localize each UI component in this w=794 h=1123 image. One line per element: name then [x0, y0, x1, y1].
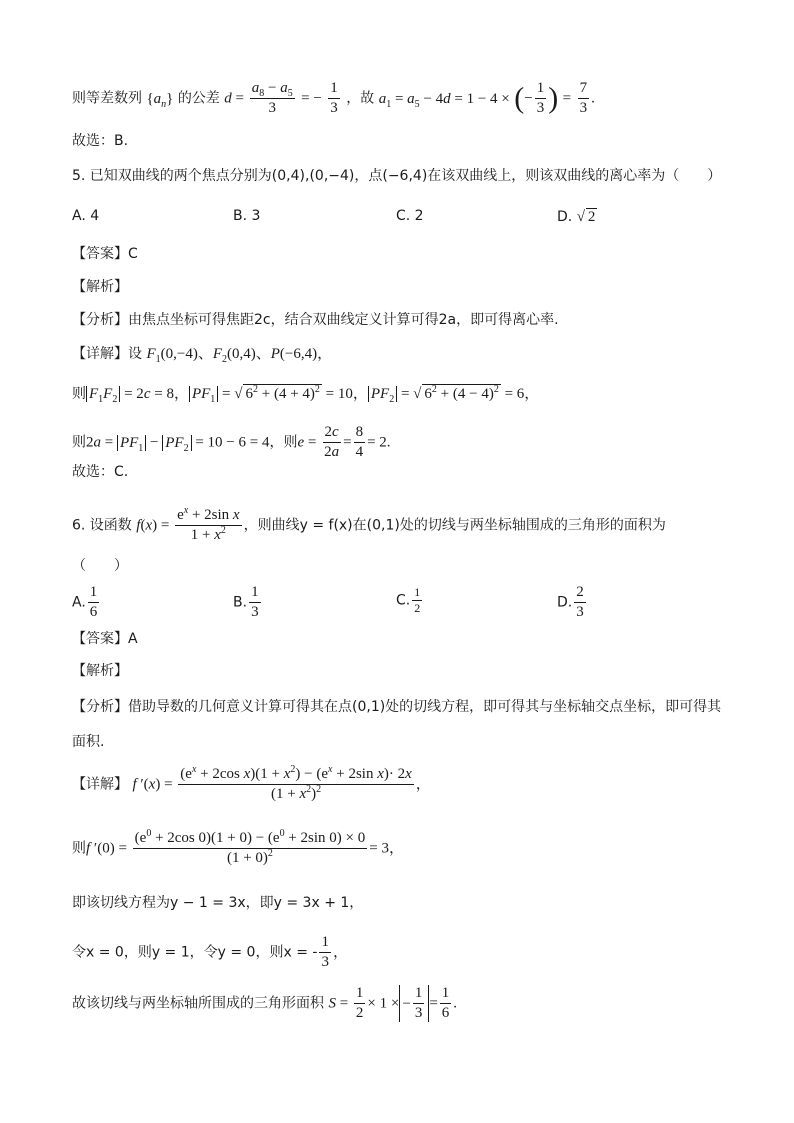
q6-function-fraction: $\frac{e^x + 2\sin x}{1 + x^2}$ — [177, 505, 240, 543]
q6-area-prefix: 故该切线与两坐标轴所围成的三角形面积 — [72, 995, 324, 1012]
q6-option-a-label: A. — [72, 594, 86, 611]
q6-option-c-label: C. — [396, 592, 411, 609]
q6-option-b-label: B. — [233, 594, 248, 611]
q6-intercepts-prefix: 令x = 0，则y = 1，令y = 0，则x = - — [72, 944, 318, 961]
q6-fenxi-line2: 面积. — [72, 734, 105, 750]
q6-answer — [72, 630, 138, 648]
fraction-1-3: $\frac{1}{3}$ — [330, 80, 338, 116]
q5-distance-line — [72, 384, 539, 403]
q6-stem-prefix: 6. 设函数 — [72, 517, 132, 534]
q6-stem-suffix: ，则曲线y = f(x)在(0,1)处的切线与两坐标轴围成的三角形的面积为 — [243, 517, 666, 534]
q4-line1-mid: 的公差 — [177, 90, 220, 107]
q5-option-d-label: D. — [557, 209, 573, 225]
q6-derivative-fraction: $\frac{(e^x + 2\cos x)(1 + x^2) - (e^x + 2\sin x)\cdot 2x}{(1 + x^2)^2}$ — [180, 764, 412, 802]
q5-option-c: C. 2 — [396, 208, 424, 224]
q4-answer-choice: 故选：B. — [72, 133, 129, 149]
q6-intercepts-line: 令x = 0，则y = 1，令y = 0，则x = - $\frac{1}{3}$ ， — [72, 934, 348, 970]
q4-line1-sep: ，故 — [346, 90, 375, 107]
q6-option-c: C. $\frac{1}{2}$ — [396, 585, 421, 615]
q6-derivative-line: 【详解】 f ′(x) = $\frac{(e^x + 2\cos x)(1 + x^2) - (e^x + 2\sin x)\cdot 2x}{(1 + x^2)^2}$ ， — [72, 764, 431, 802]
q5-answer-value: C — [128, 246, 138, 262]
q6-tangent-line: 即该切线方程为y − 1 = 3x，即y = 3x + 1， — [72, 895, 364, 911]
q6-option-b: B. $\frac{1}{3}$ — [233, 584, 259, 620]
q6-detail-label: 【详解】 — [72, 776, 128, 793]
q6-stem: 6. 设函数 f(x) = $\frac{e^x + 2\sin x}{1 + x^2}$ ，则曲线y = f(x)在(0,1)处的切线与两坐标轴围成的三角形的面积为 — [72, 505, 666, 543]
q4-difference-line: 则等差数列 $\{a_n\}$ 的公差 d = $\frac{a_8 - a_5}{3}$ = − $\frac{1}{3}$ ，故 $a_1 = a_5 - 4d = 1 - 4$ × (− $\frac{1}{3}$ ) = $\frac{7}{3}$ . — [72, 80, 595, 116]
q5-option-b: B. 3 — [233, 208, 261, 224]
q4-line1-prefix: 则等差数列 — [72, 90, 142, 107]
math-d: d — [224, 90, 232, 107]
fraction-a8-a5-over-3: $\frac{a_8 - a_5}{3}$ — [251, 80, 293, 116]
q5-points: $F_1(0,-4)$、$F_2(0,4)$、P(−6,4)， — [146, 346, 333, 365]
q6-f0-prefix: 则 — [72, 840, 86, 857]
q5-option-d-radicand: 2 — [587, 209, 596, 225]
q5-answer-label: 【答案】 — [72, 246, 128, 262]
q6-answer-value: A — [128, 631, 138, 647]
q6-option-d: D. $\frac{2}{3}$ — [557, 584, 584, 620]
q6-analysis-label: 【解析】 — [72, 663, 128, 679]
q6-f0-fraction: $\frac{(e^0 + 2\cos 0)(1 + 0) - (e^0 + 2\sin 0) \times 0}{(1 + 0)^2}$ — [134, 828, 366, 866]
q5-option-d — [557, 208, 597, 226]
q5-line-2a-mid: ，则 — [269, 434, 298, 451]
q5-detail-setup — [72, 345, 332, 363]
q5-analysis-label: 【解析】 — [72, 279, 128, 295]
q6-fenxi-line1: 【分析】借助导数的几何意义计算可得其在点(0,1)处的切线方程，即可得其与坐标轴交点坐标，即可得其 — [72, 699, 722, 715]
fraction-7-3: $\frac{7}{3}$ — [579, 80, 588, 116]
q5-option-a: A. 4 — [72, 208, 100, 224]
q6-option-a: A. $\frac{1}{6}$ — [72, 584, 98, 620]
q6-area-line: 故该切线与两坐标轴所围成的三角形面积 S = $\frac{1}{2}$ × 1 × − $\frac{1}{3}$ = $\frac{1}{6}$ . — [72, 985, 458, 1021]
q6-paren: （ ） — [72, 558, 128, 574]
sequence-symbol: $\{a_n\}$ — [146, 90, 174, 110]
q5-line-ff-prefix: 则 — [72, 386, 86, 402]
q5-line-2a-prefix: 则 — [72, 434, 86, 451]
q6-answer-label: 【答案】 — [72, 631, 128, 647]
a1-expression: $a_1 = a_5 - 4d = 1 - 4$ × — [378, 90, 510, 110]
q5-distance-expr: $F_1F_2 = 2c = 8$， $PF_1$ = √ $6^2 + (4 + 4)^2 = 10$， $PF_2$ = √ $6^2 + (4 - 4)^2 = 6$， — [86, 386, 539, 402]
q5-answer-choice: 故选：C. — [72, 464, 129, 480]
sqrt-symbol: √ — [576, 209, 585, 225]
q5-fenxi: 【分析】由焦点坐标可得焦距2c，结合双曲线定义计算可得2a，即可得离心率. — [72, 312, 559, 328]
q5-answer — [72, 245, 138, 263]
q5-eccentricity-line: 则$2a = PF_1 - PF_2 = 10 - 6 = 4$，则e = $\frac{2c}{2a}$ = $\frac{8}{4}$ = 2. — [72, 424, 391, 460]
q5-detail-label: 【详解】设 — [72, 346, 142, 362]
q6-option-d-label: D. — [557, 594, 573, 611]
q6-f0-line: 则f ′(0) = $\frac{(e^0 + 2\cos 0)(1 + 0) - (e^0 + 2\sin 0) \times 0}{(1 + 0)^2}$ = 3， — [72, 828, 404, 866]
q5-stem: 5. 已知双曲线的两个焦点分别为(0,4),(0,−4)，点(−6,4)在该双曲线上，则该双曲线的离心率为（ ） — [72, 168, 722, 184]
